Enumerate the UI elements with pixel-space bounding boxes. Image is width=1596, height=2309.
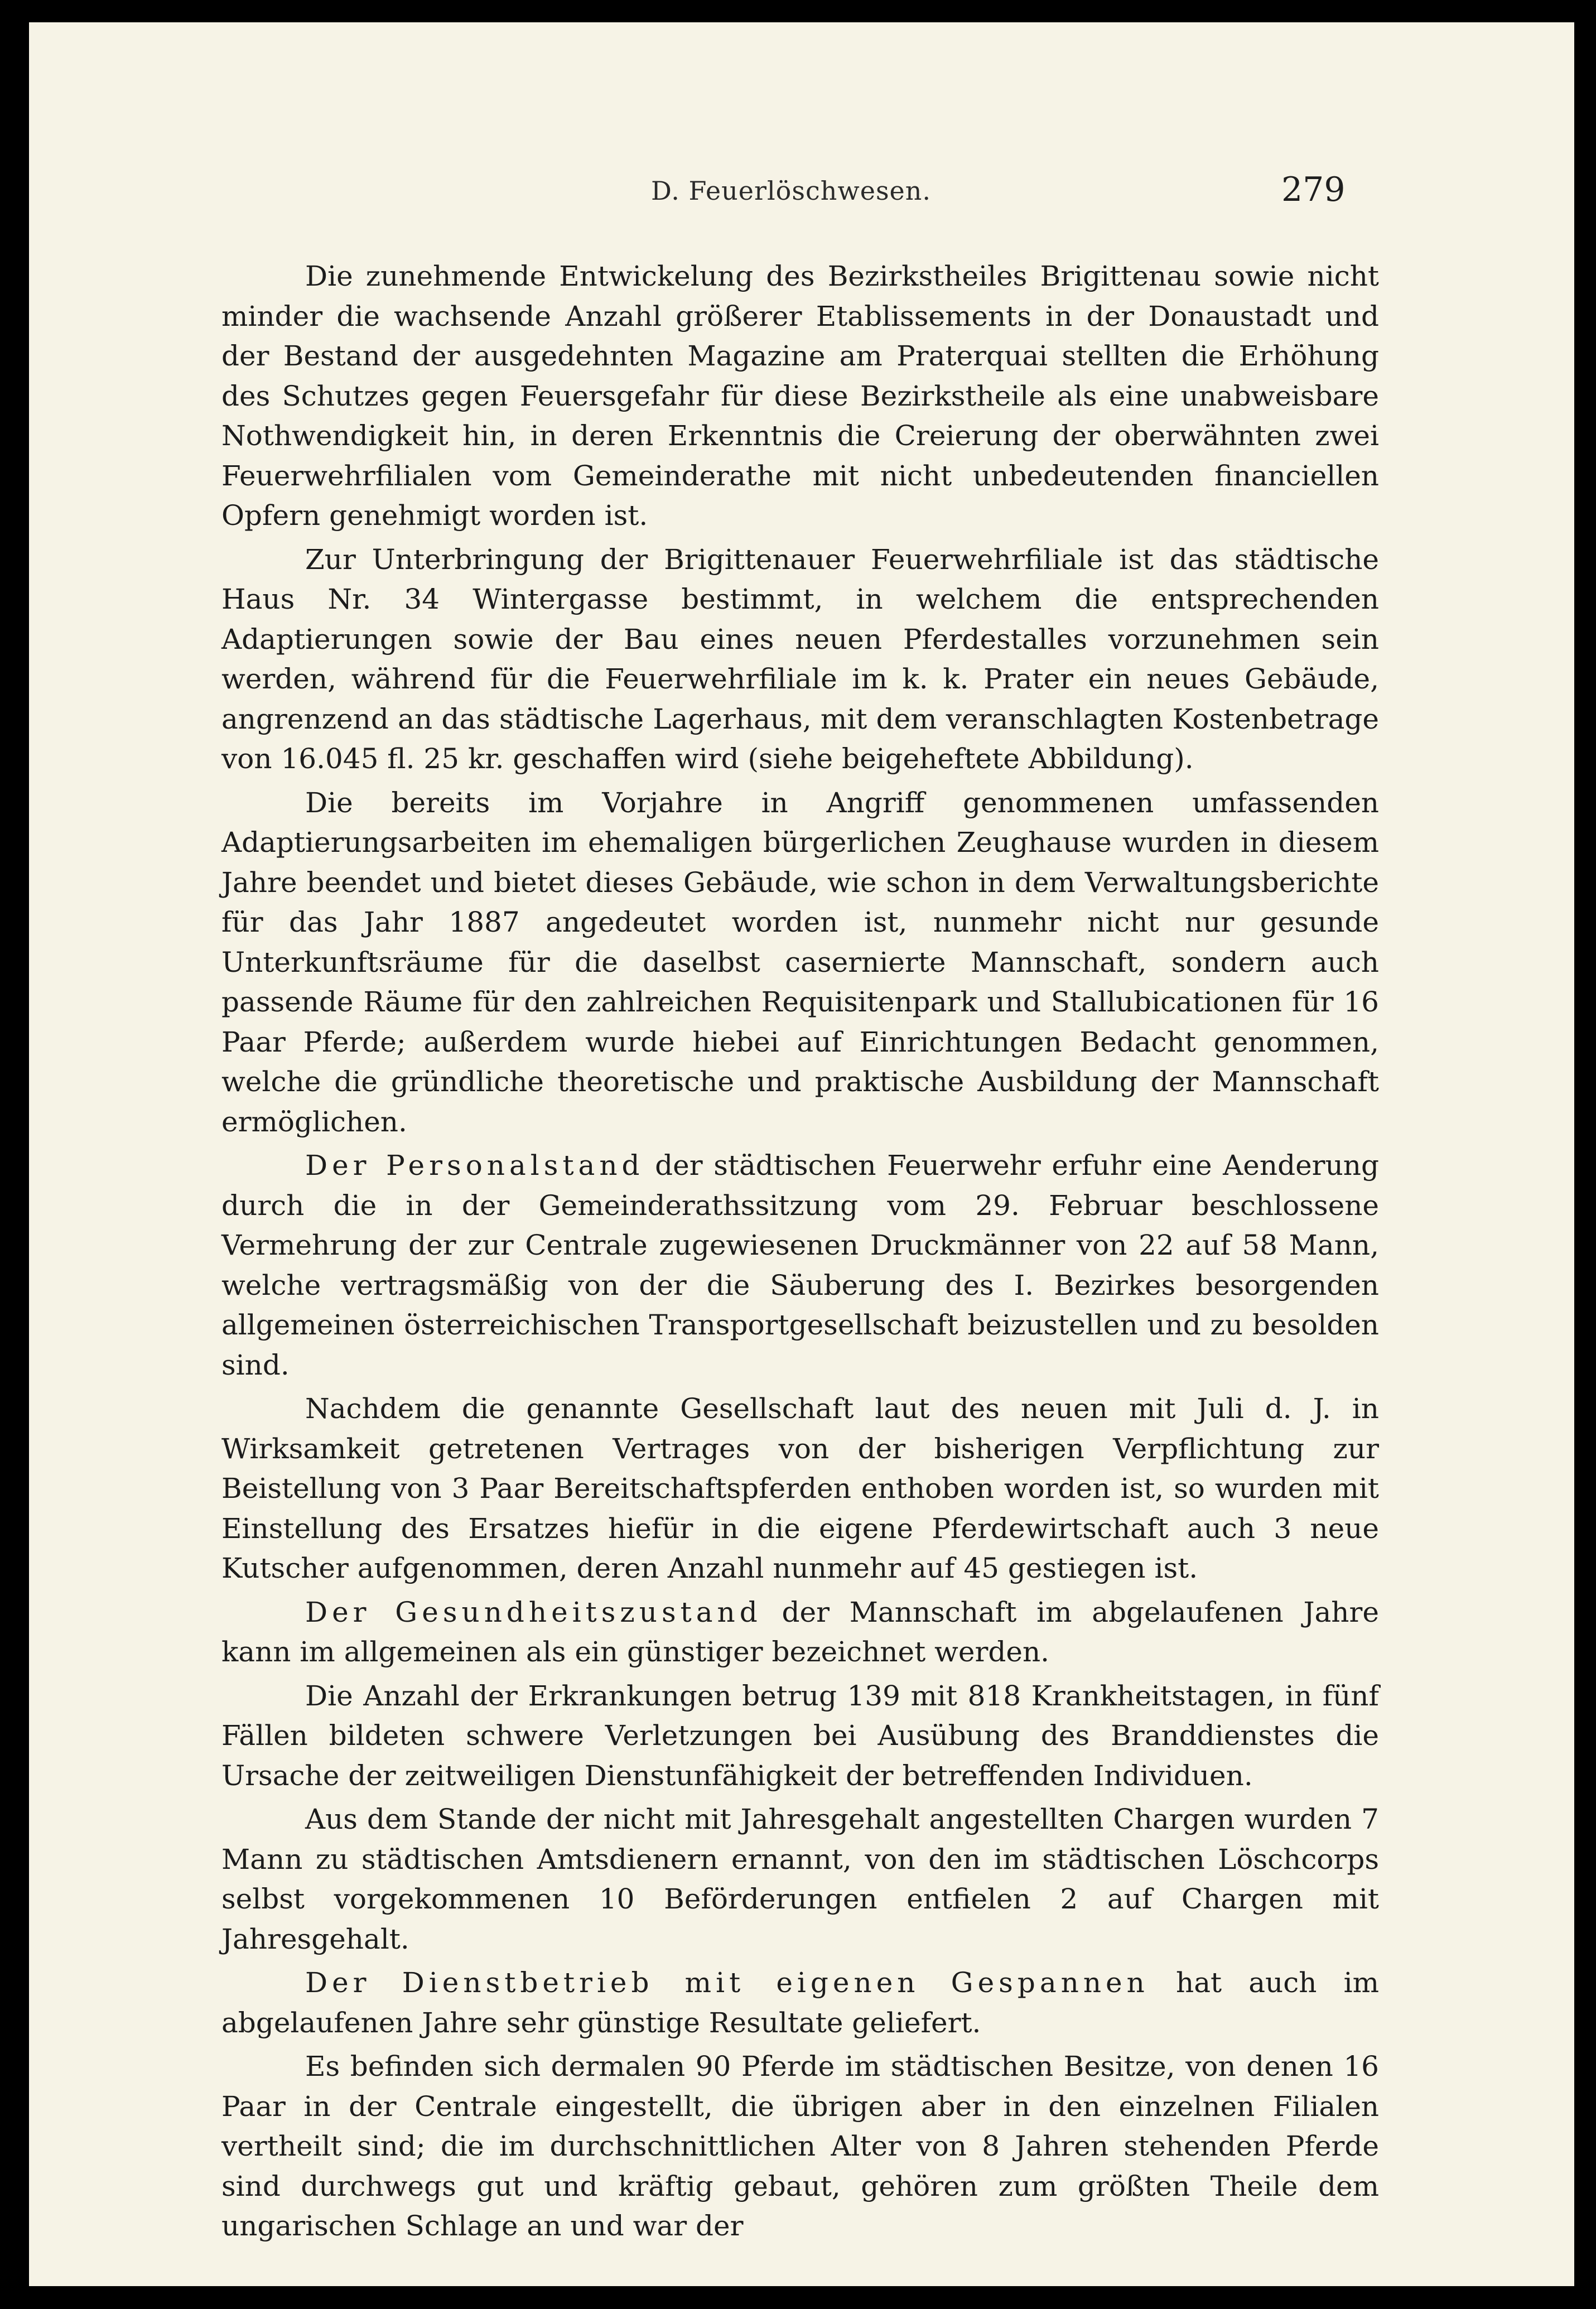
body-text [221,257,1379,2250]
paragraph-text: Die Anzahl der Erkrankungen betrug 139 mit 818 Krankheitstagen, in fünf Fällen bildeten schwere Verletzungen bei Ausübung des Branddienstes die Ursache der zeitweiligen Dienstunfähigkeit der betreffenden Individuen. [221,1679,1379,1792]
paragraph-text: hat auch im abgelaufenen Jahre sehr günstige Resultate geliefert. [221,1966,1380,2039]
page-header [29,170,1574,215]
paragraph-lead: Der Gesundheitszustand [305,1595,762,1628]
page-number: 279 [1281,170,1346,209]
paragraph [221,1146,1379,1385]
paragraph [221,783,1379,1143]
paragraph [221,1593,1379,1672]
paragraph-text: Die zunehmende Entwickelung des Bezirkstheiles Brigittenau sowie nicht minder die wachsende Anzahl größerer Etablissements in der Donaustadt und der Bestand der ausgedehnten Magazine am Praterquai stellten die Erhöhung des Schutzes gegen Feuersgefahr für diese Bezirkstheile als eine unabweisbare Nothwendigkeit hin, in deren Erkenntnis die Creierung der oberwähnten zwei Feuerwehrfilialen vom Gemeinderathe mit nicht unbedeutenden financiellen Opfern genehmigt worden ist. [221,260,1379,532]
paragraph-text: Nachdem die genannte Gesellschaft laut des neuen mit Juli d. J. in Wirksamkeit getretenen Vertrages von der bisherigen Verpflichtung zur Beistellung von 3 Paar Bereitschaftspferden enthoben worden ist, so wurden mit Einstellung des Ersatzes hiefür in die eigene Pferdewirtschaft auch 3 neue Kutscher aufgenommen, deren Anzahl nunmehr auf 45 gestiegen ist. [221,1392,1379,1584]
paragraph [221,1800,1379,1959]
paragraph [221,540,1379,779]
paragraph [221,1963,1379,2043]
paragraph-text: Es befinden sich dermalen 90 Pferde im städtischen Besitze, von denen 16 Paar in der Centrale eingestellt, die übrigen aber in den einzelnen Filialen vertheilt sind; die im durchschnittlichen Alter von 8 Jahren stehenden Pferde sind durchwegs gut und kräftig gebaut, gehören zum größten Theile dem ungarischen Schlage an und war der [221,2050,1379,2242]
paragraph-lead: Der Personalstand [305,1149,644,1182]
paragraph-text: Aus dem Stande der nicht mit Jahresgehalt angestellten Chargen wurden 7 Mann zu städtischen Amtsdienern ernannt, von den im städtischen Löschcorps selbst vorgekommenen 10 Beförderungen entfielen 2 auf Chargen mit Jahresgehalt. [221,1803,1379,1955]
paragraph-text: Zur Unterbringung der Brigittenauer Feuerwehrfiliale ist das städtische Haus Nr. 34 Wintergasse bestimmt, in welchem die entsprechenden Adaptierungen sowie der Bau eines neuen Pferdestalles vorzunehmen sein werden, während für die Feuerwehrfiliale im k. k. Prater ein neues Gebäude, angrenzend an das städtische Lagerhaus, mit dem veranschlagten Kostenbetrage von 16.045 fl. 25 kr. geschaffen wird (siehe beigeheftete Abbildung). [221,543,1379,775]
running-head: D. Feuerlöschwesen. [651,176,932,206]
paragraph [221,1389,1379,1589]
paragraph-text: der städtischen Feuerwehr erfuhr eine Aenderung durch die in der Gemeinderathssitzung vom 29. Februar beschlossene Vermehrung der zur Centrale zugewiesenen Druckmänner von 22 auf 58 Mann, welche vertragsmäßig von der die Säuberung des I. Bezirkes besorgenden allgemeinen österreichischen Transportgesellschaft beizustellen und zu besolden sind. [221,1149,1379,1381]
paragraph-text: Die bereits im Vorjahre in Angriff genommenen umfassenden Adaptierungsarbeiten im ehemaligen bürgerlichen Zeughause wurden in diesem Jahre beendet und bietet dieses Gebäude, wie schon in dem Verwaltungsberichte für das Jahr 1887 angedeutet worden ist, nunmehr nicht nur gesunde Unterkunftsräume für die daselbst casernierte Mannschaft, sondern auch passende Räume für den zahlreichen Requisitenpark und Stallubicationen für 16 Paar Pferde; außerdem wurde hiebei auf Einrichtungen Bedacht genommen, welche die gründliche theoretische und praktische Ausbildung der Mannschaft ermöglichen. [221,786,1379,1138]
paragraph-lead: Der Dienstbetrieb mit eigenen Gespannen [305,1966,1149,1999]
paragraph-text: der Mannschaft im abgelaufenen Jahre kann im allgemeinen als ein günstiger bezeichnet werden. [221,1595,1379,1668]
paragraph [221,1676,1379,1796]
paragraph [221,2047,1379,2247]
paragraph [221,257,1379,536]
document-page [29,22,1574,2286]
